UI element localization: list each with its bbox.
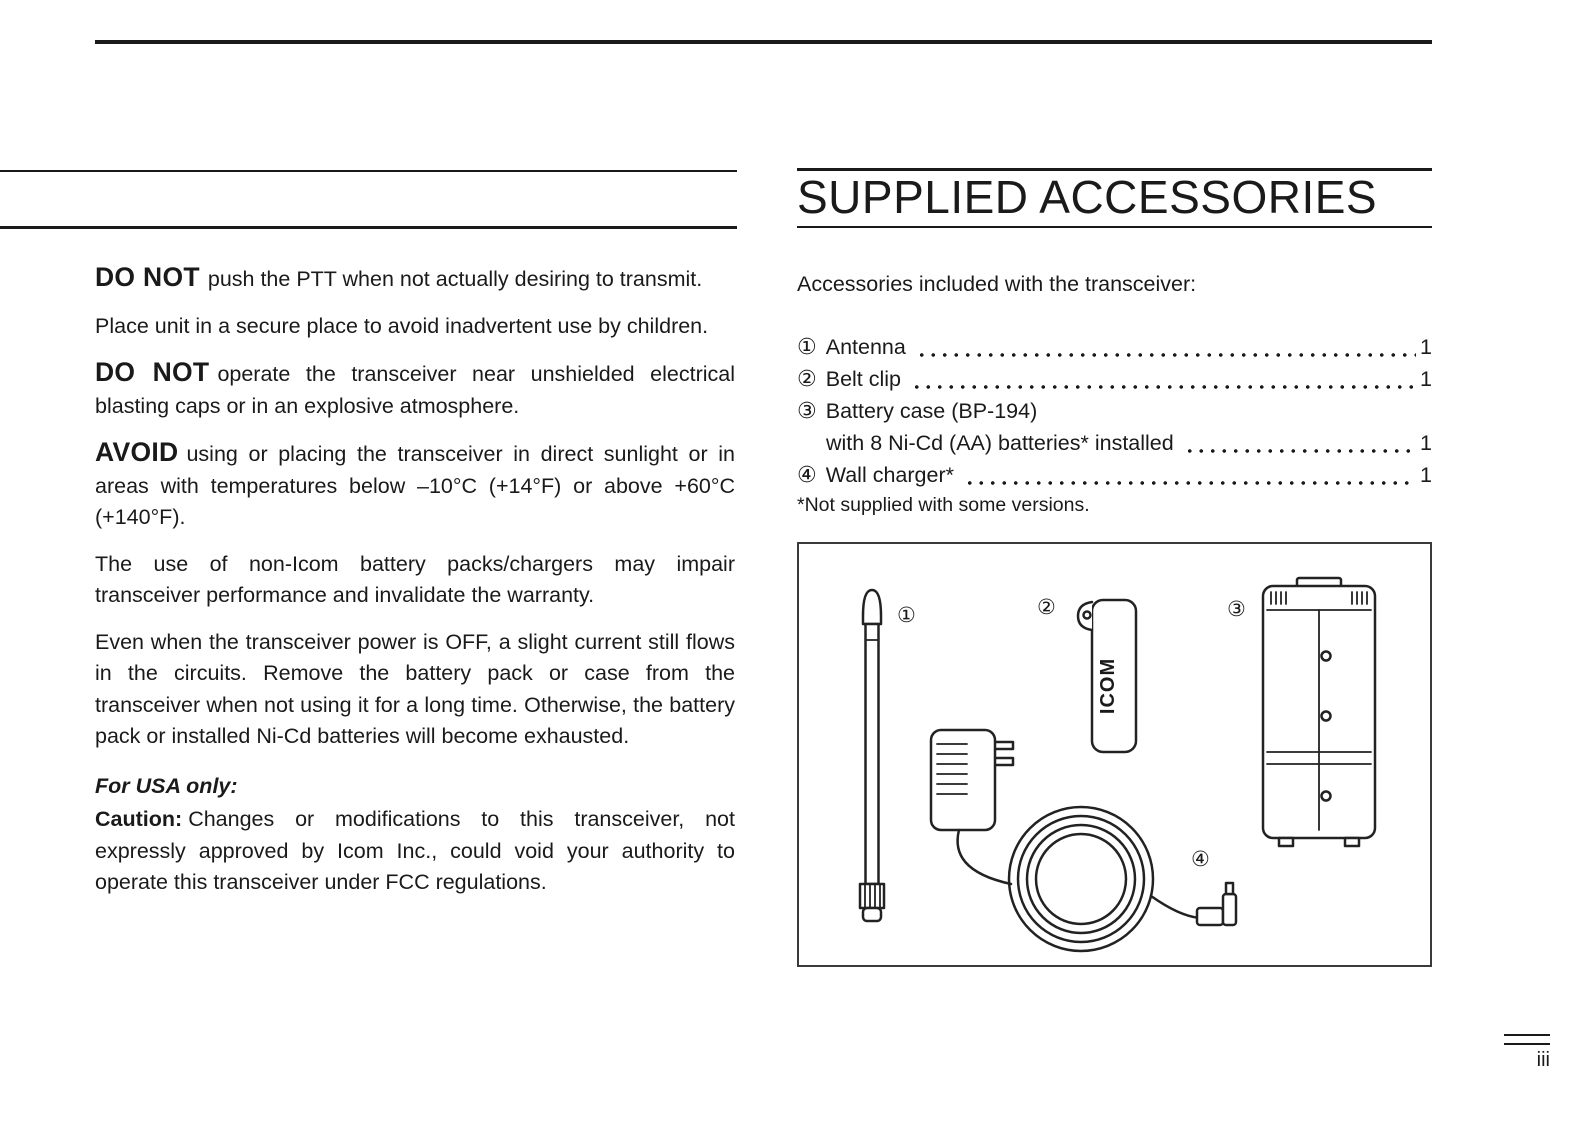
dot-leader [964,481,1416,485]
footnote: *Not supplied with some versions. [797,494,1090,516]
list-item [797,331,1432,363]
left-section-rule-upper [0,170,737,172]
circled-number-1: ① [797,334,817,359]
page-number-block [1504,1034,1550,1072]
warning-text: using or placing the transceiver in direct sunlight or in areas with temperatures below –10°C (+14°F) or above +60°C (+140°F). [95,442,735,529]
figure-label-3: ③ [1227,598,1246,621]
accessories-line-drawing [799,544,1430,965]
warning-paragraph [95,549,735,612]
do-not-lead: DO NOT [95,357,210,387]
warnings-column [95,262,735,914]
circled-number-3: ③ [797,398,817,423]
icom-logo-text: ICOM [1097,657,1119,715]
circled-number-2: ② [797,366,817,391]
accessories-column [797,262,1432,967]
do-not-lead: DO NOT [95,262,200,292]
page-number: iii [1536,1049,1550,1071]
list-item-continuation [797,427,1432,459]
caution-paragraph [95,804,735,899]
circled-number-4: ④ [797,462,817,487]
wall-charger-drawing [931,730,1236,951]
warning-paragraph [95,437,735,534]
caution-text: Changes or modifications to this transceiver, not expressly approved by Icom Inc., could void your authority to operate this transceiver under FCC regulations. [95,807,735,894]
warning-text: Place unit in a secure place to avoid inadvertent use by children. [95,313,709,338]
warning-text: Even when the transceiver power is OFF, a slight current still flows in the circuits. Remove the battery pack or case from the transceiver when not using it for a long time. Otherwise, the battery pack or installed Ni-Cd batteries will become exhausted. [95,629,735,748]
list-item [797,395,1432,427]
accessories-list [797,331,1432,491]
list-item [797,459,1432,491]
page-title: SUPPLIED ACCESSORIES [797,171,1378,223]
figure-label-2: ② [1037,596,1056,619]
item-label: Wall charger* [825,463,954,487]
item-label: Belt clip [825,367,902,391]
warning-text: The use of non-Icom battery packs/chargers may impair transceiver performance and invalidate the warranty. [95,551,735,607]
figure-label-1: ① [897,604,916,627]
item-quantity: 1 [1420,367,1432,391]
warning-paragraph [95,627,735,753]
warning-text: operate the transceiver near unshielded electrical blasting caps or in an explosive atmosphere. [95,362,735,418]
warning-paragraph [95,311,735,343]
title-rule-lower [797,226,1432,228]
belt-clip-drawing [1078,600,1136,752]
item-quantity: 1 [1420,463,1432,487]
avoid-lead: AVOID [95,437,179,467]
dot-leader [1184,449,1416,453]
left-section-rule-lower [0,226,737,229]
caution-lead: Caution: [95,807,183,831]
page-number-rule [1504,1034,1550,1045]
item-quantity: 1 [1420,335,1432,359]
warning-paragraph [95,357,735,422]
item-label: Battery case (BP-194) [825,399,1038,423]
antenna-drawing [860,590,884,921]
battery-case-drawing [1263,578,1375,846]
figure-label-4: ④ [1191,848,1210,871]
warning-paragraph [95,262,735,296]
warning-text: push the PTT when not actually desiring to transmit. [207,267,703,291]
dot-leader [911,385,1416,389]
item-quantity: 1 [1420,431,1432,455]
item-label: with 8 Ni-Cd (AA) batteries* installed [826,431,1174,455]
item-label: Antenna [825,335,906,359]
accessories-figure [797,542,1432,967]
usa-only-heading: For USA only: [95,773,238,798]
dot-leader [916,353,1416,357]
top-rule [95,40,1432,44]
accessories-intro: Accessories included with the transceiver: [797,272,1197,296]
list-item [797,363,1432,395]
